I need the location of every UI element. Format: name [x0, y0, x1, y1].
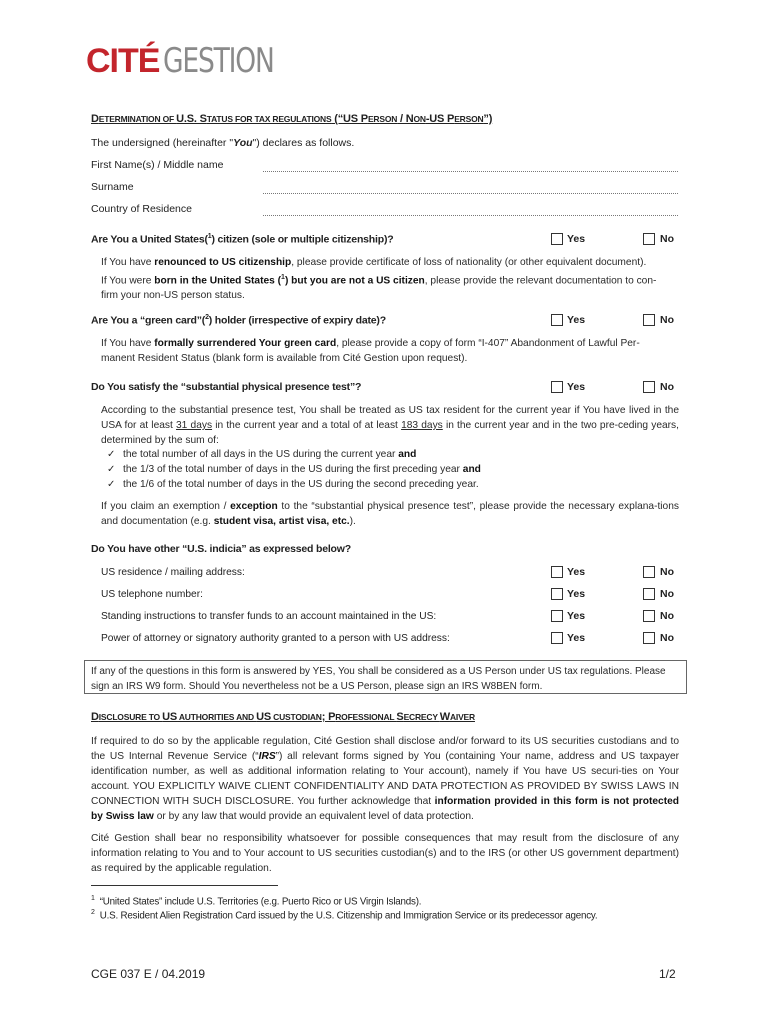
- logo: [86, 41, 305, 81]
- disclosure-paragraph: If required to do so by the applicable regulation, Cité Gestion shall disclose and/or forward to its US securities custodians and to the US Internal Revenue Service (“IRS”) all relevant forms signed by You (containing Your name, address and US taxpayer identification number, as well as additional information relating to Your account), namely if You have US securi-ties on Your account. YOU EXPLICITLY WAIVE CLIENT CONFIDENTIALITY AND DATA PROTECTION AS PROVIDED BY SWISS LAWS IN CONNECTION WITH SUCH DISCLOSURE. You further acknowledge that information provided in this form is not protected by Swiss law or by any law that would provide an equivalent level of data protection.: [91, 736, 679, 822]
- q2-yes-label: Yes: [567, 314, 586, 326]
- responsibility-paragraph: Cité Gestion shall bear no responsibility whatsoever for possible consequences that may result from the disclosure of any information relating to You and to Your account to US securities custodian(s) and to the IRS (or other US government department) as required by the applicable regulation.: [91, 833, 679, 874]
- first-name-input[interactable]: [263, 171, 678, 172]
- q4a-yes-checkbox[interactable]: [551, 566, 563, 578]
- field-label-surname: Surname: [91, 181, 134, 193]
- q2-no-label: No: [660, 314, 674, 326]
- q4b-no-label: No: [660, 588, 674, 600]
- q2-no-checkbox[interactable]: [643, 314, 655, 326]
- q3-no-checkbox[interactable]: [643, 381, 655, 393]
- intro-text: The undersigned (hereinafter "You") declares as follows.: [91, 137, 355, 149]
- q1-yes-checkbox[interactable]: [551, 233, 563, 245]
- indicia-standing-instructions: Standing instructions to transfer funds to an account maintained in the US:: [101, 611, 437, 622]
- question-green-card: Are You a “green card”($^2$) holder (irrespective of expiry date)?: [91, 314, 386, 327]
- footnote-2: $^2$ U.S. Resident Alien Registration Card issued by the U.S. Citizenship and Immigration Service or its predecessor agency.: [91, 909, 598, 922]
- section-title-us-status: DETERMINATION OF U.S. STATUS FOR TAX REGULATIONS (“US PERSON / NON-US PERSON”): [91, 113, 493, 125]
- country-input[interactable]: [263, 215, 678, 216]
- page-number: 1/2: [659, 967, 676, 981]
- q4b-yes-label: Yes: [567, 588, 586, 600]
- us-person-notice: If any of the questions in this form is answered by YES, You shall be considered as a US Person under US tax regulations. Please sign an IRS W9 form. Should You nevertheless not be a US Person, please sign an IRS W8BEN form.: [84, 660, 687, 694]
- q4a-yes-label: Yes: [567, 566, 586, 578]
- form-code: CGE 037 E / 04.2019: [91, 967, 206, 981]
- q4d-no-checkbox[interactable]: [643, 632, 655, 644]
- field-label-country: Country of Residence: [91, 203, 192, 215]
- q2-yes-checkbox[interactable]: [551, 314, 563, 326]
- list-item: ✓ the total number of all days in the US during the current year and: [101, 447, 679, 462]
- indicia-residence: US residence / mailing address:: [101, 567, 245, 578]
- surname-input[interactable]: [263, 193, 678, 194]
- q1-no-label: No: [660, 233, 674, 245]
- q3-exemption: If you claim an exemption / exception to the “substantial physical presence test”, please provide the necessary explana-tions and documentation (e.g. student visa, artist visa, etc.).: [101, 501, 679, 527]
- logo-gestion: GESTION: [163, 41, 275, 81]
- indicia-telephone: US telephone number:: [101, 589, 203, 600]
- q3-no-label: No: [660, 381, 674, 393]
- q4d-yes-checkbox[interactable]: [551, 632, 563, 644]
- q3-yes-checkbox[interactable]: [551, 381, 563, 393]
- q2-detail: If You have formally surrendered Your green card, please provide a copy of form “I-407” Abandonment of Lawful Per- manent Resident Status (blank form is available from Cité Gestion upon request).: [101, 338, 640, 364]
- q4b-yes-checkbox[interactable]: [551, 588, 563, 600]
- q4c-no-label: No: [660, 610, 674, 622]
- list-item: ✓ the 1/3 of the total number of days in the US during the first preceding year and: [101, 462, 679, 477]
- logo-cite: CITÉ: [86, 42, 160, 80]
- q4b-no-checkbox[interactable]: [643, 588, 655, 600]
- q4c-yes-checkbox[interactable]: [551, 610, 563, 622]
- section-title-disclosure: DISCLOSURE TO US AUTHORITIES AND US CUSTODIAN; PROFESSIONAL SECRECY WAIVER: [91, 711, 475, 723]
- q4a-no-label: No: [660, 566, 674, 578]
- q4a-no-checkbox[interactable]: [643, 566, 655, 578]
- q4c-yes-label: Yes: [567, 610, 586, 622]
- field-label-first-name: First Name(s) / Middle name: [91, 159, 224, 171]
- question-us-citizen: Are You a United States($^1$) citizen (sole or multiple citizenship)?: [91, 233, 394, 246]
- question-presence-test: Do You satisfy the “substantial physical presence test”?: [91, 381, 362, 393]
- q3-checklist: [101, 447, 679, 492]
- footnote-divider: [91, 885, 278, 886]
- q4d-yes-label: Yes: [567, 632, 586, 644]
- q3-detail: According to the substantial presence test, You shall be treated as US tax resident for the current year if You have lived in the USA for at least 31 days in the current year and a total of at least 183 days in the current year and in the two pre-ceding years, determined by the sum of:: [101, 405, 679, 446]
- q1-detail: If You have renounced to US citizenship, please provide certificate of loss of nationality (or other equivalent document). If You were born in the United States ($^1$) but you are not a US citizen, please provide the relevant documentation to con- firm your non-US person status.: [101, 257, 657, 302]
- list-item: ✓ the 1/6 of the total number of days in the US during the second preceding year.: [101, 477, 679, 492]
- footnote-1: $^1$ “United States” include U.S. Territories (e.g. Puerto Rico or US Virgin Islands).: [91, 895, 422, 908]
- q4d-no-label: No: [660, 632, 674, 644]
- q1-yes-label: Yes: [567, 233, 586, 245]
- q3-yes-label: Yes: [567, 381, 586, 393]
- q4c-no-checkbox[interactable]: [643, 610, 655, 622]
- q1-no-checkbox[interactable]: [643, 233, 655, 245]
- question-us-indicia: Do You have other “U.S. indicia” as expressed below?: [91, 543, 351, 555]
- indicia-power-of-attorney: Power of attorney or signatory authority granted to a person with US address:: [101, 633, 450, 644]
